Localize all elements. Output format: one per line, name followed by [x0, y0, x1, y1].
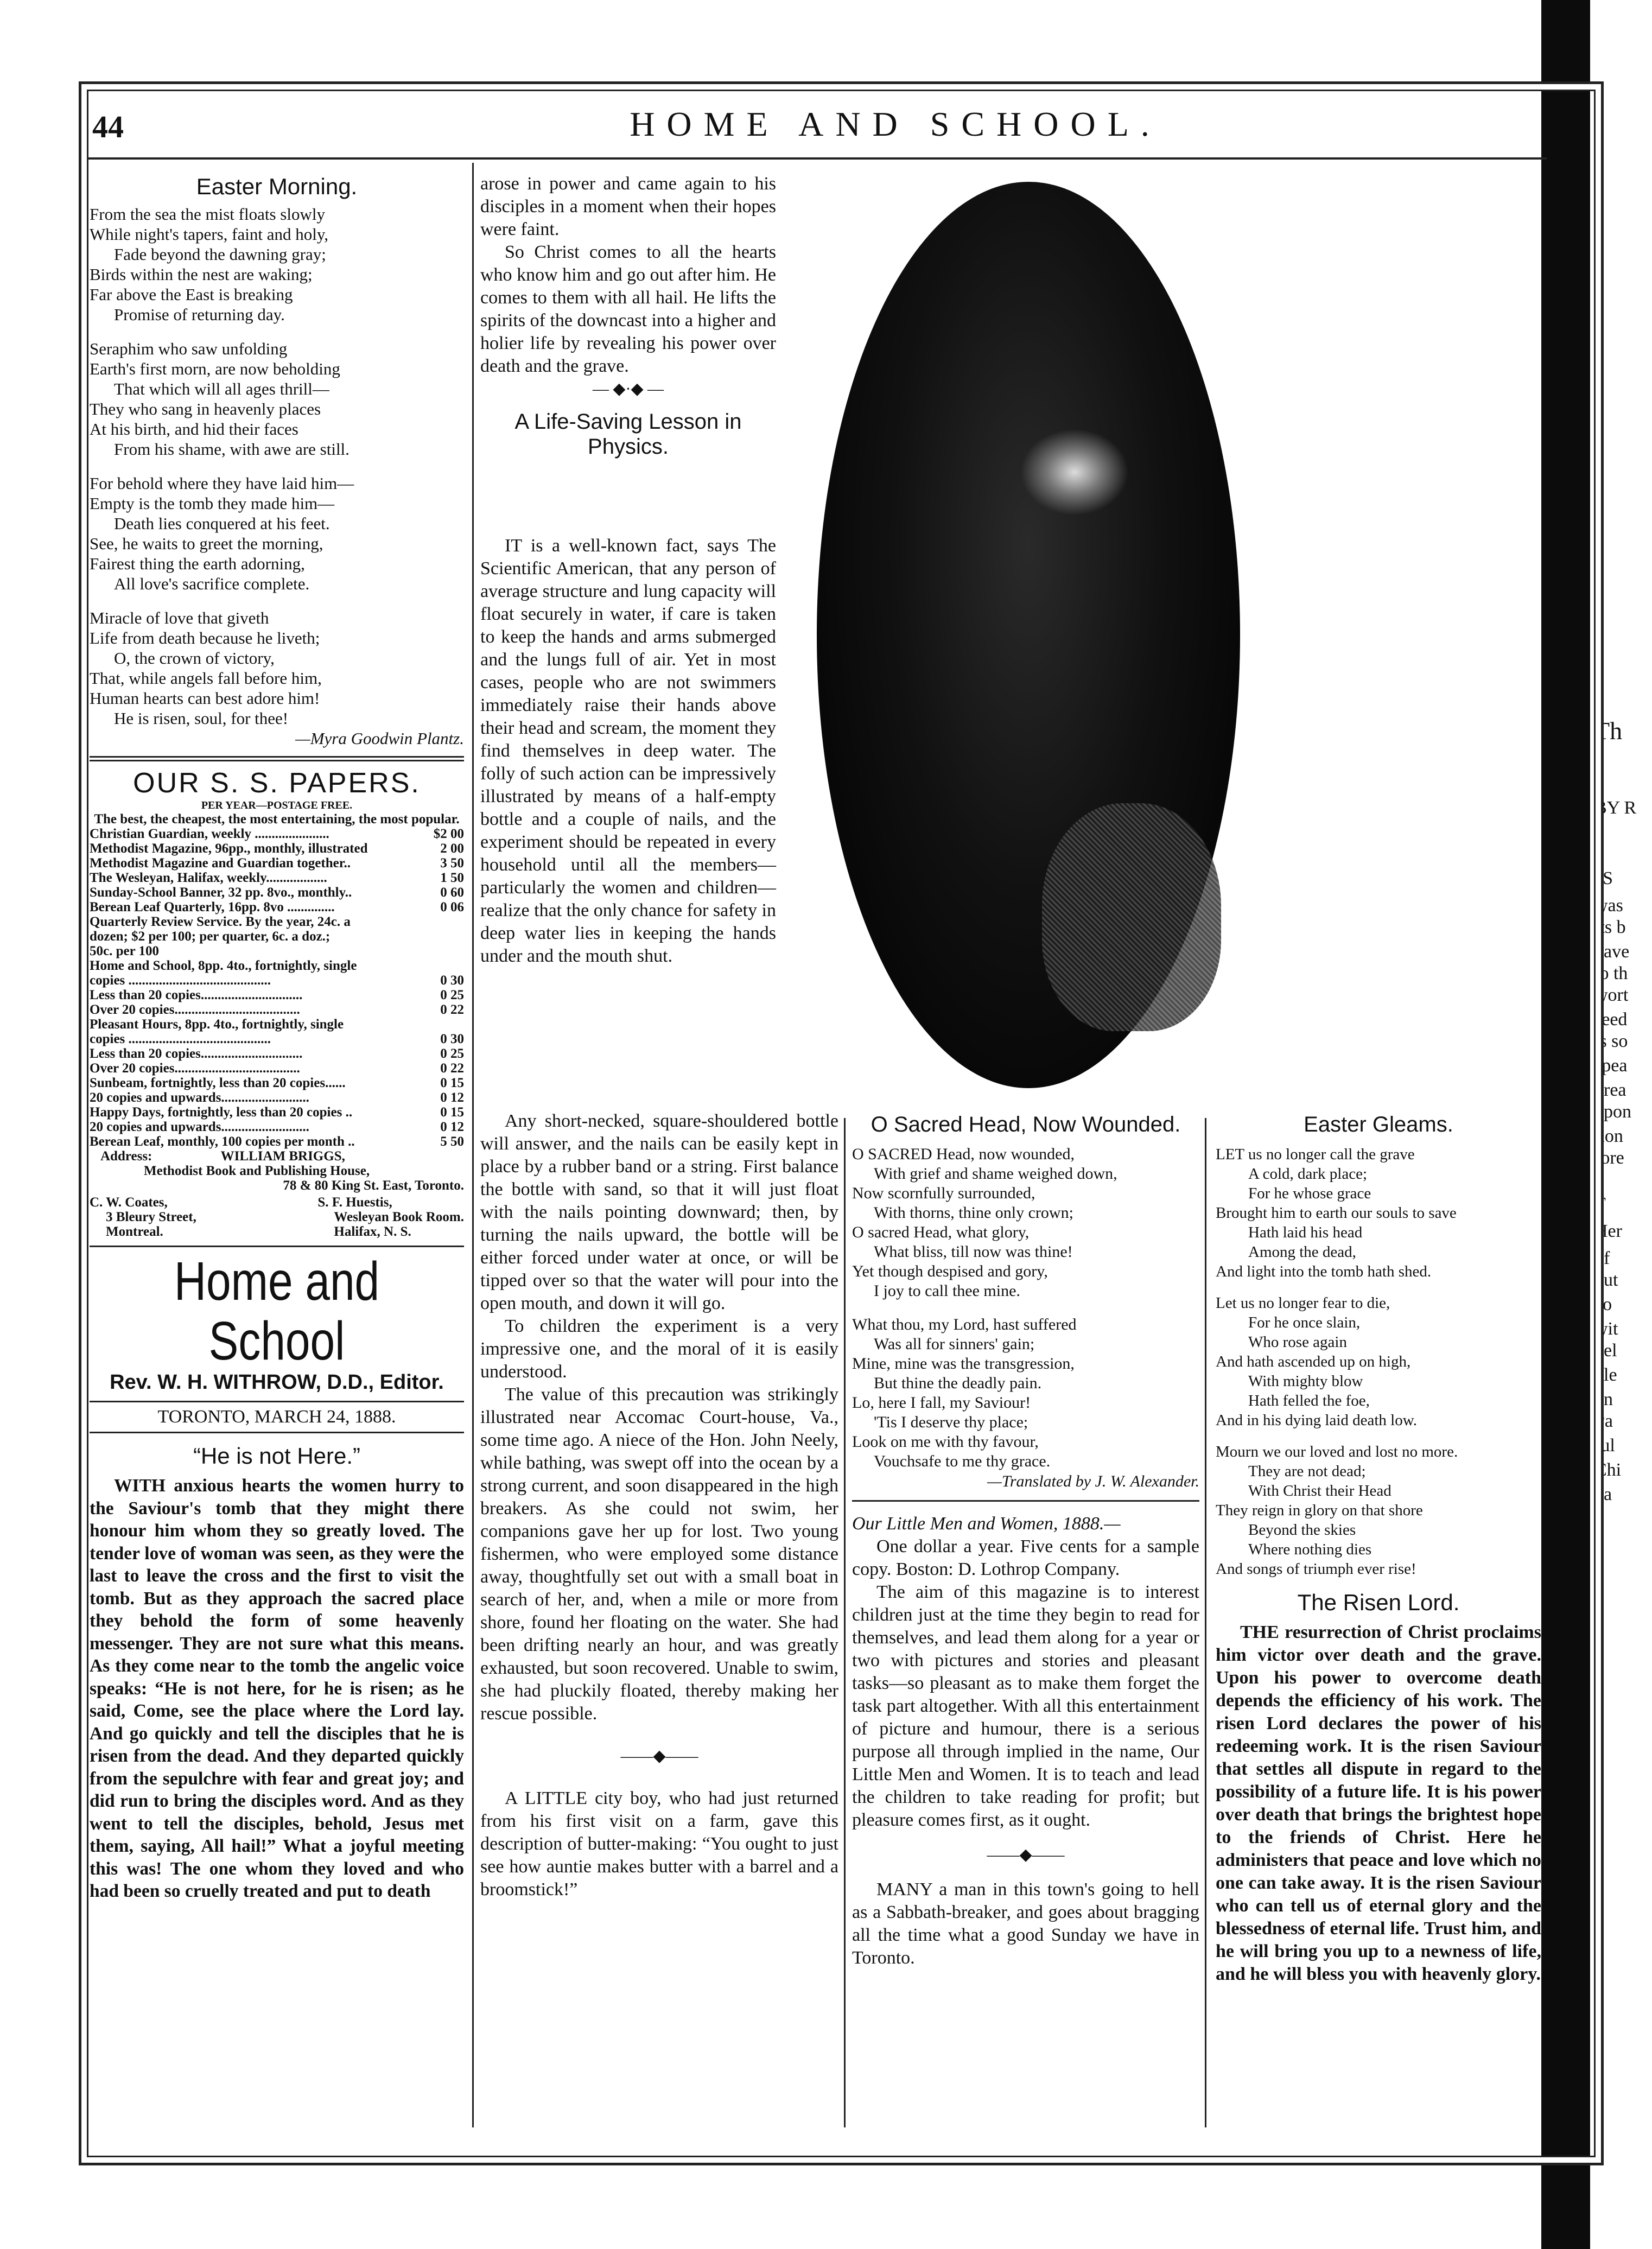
poem-line: All love's sacrifice complete.	[114, 574, 310, 593]
paper-price-row	[90, 856, 464, 871]
dateline: TORONTO, MARCH 24, 1888.	[157, 1407, 396, 1427]
stanza-break	[90, 459, 464, 473]
paper-price-row	[90, 1105, 464, 1120]
poem-line: Fairest thing the earth adorning,	[90, 554, 305, 573]
risen-title: The Risen Lord.	[1297, 1590, 1460, 1615]
fragment-text: ble	[1594, 1365, 1617, 1385]
poem-line: Hath felled the foe,	[1248, 1392, 1370, 1409]
paper-price: 0 30	[440, 1032, 464, 1046]
paper-price: 1 50	[440, 871, 464, 885]
address-house: Methodist Book and Publishing House,	[144, 1164, 370, 1178]
paper-price-row	[90, 1090, 464, 1105]
poem-line: O, the crown of victory,	[114, 649, 275, 668]
poem-line: LET us no longer call the grave	[1216, 1146, 1415, 1163]
paper-price: 0 25	[440, 988, 464, 1002]
paper-price-row	[90, 1017, 464, 1032]
paragraph: So Christ comes to all the hearts who know him and go out after him. He comes to them with all hail. He lifts the spirits of the downcast into a higher and holier life by revealing his power over death and the grave.	[480, 242, 776, 376]
agent-line: 3 Bleury Street,	[106, 1210, 196, 1224]
poem-line: For he once slain,	[1248, 1314, 1361, 1331]
fragment-text: its b	[1594, 917, 1626, 937]
paper-name: Methodist Magazine, 96pp., monthly, illustrated	[90, 841, 368, 856]
lesson-title: A Life-Saving Lesson in Physics.	[514, 410, 742, 459]
paper-price: 0 06	[440, 900, 464, 914]
fragment-text: BY R	[1594, 798, 1637, 818]
fragment-text: upon	[1594, 1102, 1631, 1122]
poem-line: Let us no longer fear to die,	[1216, 1294, 1390, 1312]
article-title: “He is not Here.”	[193, 1443, 361, 1469]
poem-line: O sacred Head, what glory,	[852, 1223, 1030, 1241]
address-name: WILLIAM BRIGGS,	[220, 1149, 345, 1164]
masthead: Home and School	[174, 1251, 380, 1371]
poem-line: Seraphim who saw unfolding	[90, 339, 288, 358]
poem-line: With Christ their Head	[1248, 1482, 1392, 1500]
poem-line: Mourn we our loved and lost no more.	[1216, 1443, 1458, 1460]
poem-line: Who rose again	[1248, 1333, 1347, 1351]
easter-morning-poem	[90, 204, 464, 728]
poem-line: Earth's first morn, are now beholding	[90, 359, 340, 378]
continued-text: arose in power and came again to his disciples in a moment when their hopes were faint.	[480, 174, 776, 239]
column-rule	[844, 1118, 846, 2127]
poem-line: Far above the East is breaking	[90, 285, 293, 304]
poem-line: O SACRED Head, now wounded,	[852, 1145, 1075, 1163]
paper-price-row	[90, 988, 464, 1002]
lesson-paragraph: The value of this precaution was strikingly illustrated near Accomac Court-house, Va., some time ago. A niece of the Hon. John Neely, while bathing, was swept off into the ocean by a strong current, and soon disappeared in the high breakers. As she could not swim, her companions gave her up for lost. Two young fishermen, who were employed some distance away, thoughtfully set out with a small boat in search of her, and, when a mile or more from shore, found her floating on the water. She had been drifting nearly an hour, and was greatly exhausted, but soon recovered. Unable to swim, she had pluckily floated, thereby making her rescue possible.	[480, 1384, 838, 1724]
lesson-paragraph: IT is a well-known fact, says The Scientific American, that any person of average structure and lung capacity will float securely in water, if care is taken to keep the hands and arms submerged and the lungs full of air. Yet in most cases, people who are not swimmers immediately raise their hands above their head and scream, the moment they find themselves in deep water. The folly of such action can be impressively illustrated by means of a half-empty bottle and a couple of nails, and the experiment should be repeated in every household until all the members—particularly the women and children—realize that the only chance for safety in deep water lies in keeping the hands under and the mouth shut.	[480, 536, 776, 966]
notice-body: The aim of this magazine is to interest children just at the time they begin to read for themselves, and lead them along for a year or two with pictures and stories and pleasant tasks—so pleasant as to make them forget the task part altogether. With all this entertainment of picture and humour, there is a serious purpose all through implied in the name, Our Little Men and Women. It is to teach and lead the children to take reading for profit; but pleasure comes first, as it ought.	[852, 1582, 1199, 1830]
fragment-text: wit	[1594, 1319, 1618, 1339]
poem-line: Death lies conquered at his feet.	[114, 514, 330, 533]
poem-line: Human hearts can best adore him!	[90, 689, 320, 708]
column-4	[1216, 1113, 1541, 1986]
poem-line: That, while angels fall before him,	[90, 669, 322, 688]
poem-line: And hath ascended up on high,	[1216, 1353, 1411, 1370]
paper-name: The Wesleyan, Halifax, weekly..................	[90, 871, 327, 885]
paper-name: Over 20 copies.....................................	[90, 1061, 300, 1076]
paper-name: Pleasant Hours, 8pp. 4to., fortnightly, single	[90, 1017, 344, 1032]
fragment-text: grea	[1594, 1080, 1626, 1100]
paper-price	[431, 914, 464, 929]
paper-price-row	[90, 1134, 464, 1149]
paper-name: Methodist Magazine and Guardian together..	[90, 856, 351, 871]
poem-line: With mighty blow	[1248, 1373, 1363, 1390]
poem-line: For he whose grace	[1248, 1185, 1371, 1202]
poem-title: Easter Morning.	[196, 174, 358, 199]
fragment-text: have	[1594, 942, 1630, 962]
risen-body: THE resurrection of Christ proclaims him victor over death and the grave. Upon his power to overcome death depends the efficiency of his work. The risen Lord declares the power of his redeeming work. It is the risen Saviour that settles all dispute in regard to the possibility of a future life. It is his power over death that brings the brightest hope to the friends of Christ. Here he administers that peace and love which no one can take away. It is the risen Saviour who can tell us of eternal glory and the blessedness of eternal life. Trust him, and he will bring you up to a newness of life, and he will bless you with heavenly glory.	[1216, 1622, 1541, 1984]
address-label: Address:	[100, 1149, 153, 1164]
paper-price-row	[90, 900, 464, 914]
section-rule	[90, 1432, 464, 1433]
poem-author: —Myra Goodwin Plantz.	[295, 729, 464, 748]
paper-price-row	[90, 1120, 464, 1134]
paper-name: copies ..........................................	[90, 1032, 271, 1046]
paper-price: $2 00	[433, 827, 464, 841]
hymn-title: O Sacred Head, Now Wounded.	[871, 1113, 1181, 1136]
poem-line: For behold where they have laid him—	[90, 474, 354, 493]
fragment-text: Pa	[1594, 1411, 1613, 1431]
paper-price: 0 60	[440, 885, 464, 900]
ornament-divider: ——◆——	[987, 1846, 1065, 1864]
poem-line: Brought him to earth our souls to save	[1216, 1204, 1457, 1222]
agent-line: S. F. Huestis,	[317, 1195, 392, 1210]
lesson-paragraph: Any short-necked, square-shouldered bottle will answer, and the nails can be easily kept in place by a rubber band or a string. First balance the bottle with sand, so that it will just float with the nails pointing downward; then, by turning the nails upward, the bottle will be either forced under water at once, or will be tipped over so that the water will pour into the open mouth, and down it will go.	[480, 1111, 838, 1313]
paper-name: Sunday-School Banner, 32 pp. 8vo., monthly..	[90, 885, 352, 900]
paper-price-row	[90, 827, 464, 841]
poem-line: Fade beyond the dawning gray;	[114, 245, 326, 264]
poem-line: Promise of returning day.	[114, 305, 285, 324]
poem-line: See, he waits to greet the morning,	[90, 534, 323, 553]
column-rule	[472, 163, 474, 2127]
stanza-break	[1216, 1281, 1541, 1293]
fragment-text: to th	[1594, 963, 1628, 983]
easter-gleams-poem	[1216, 1145, 1541, 1579]
section-rule	[90, 760, 464, 761]
stanza-break	[1216, 1430, 1541, 1442]
agent-line: Montreal.	[106, 1224, 163, 1239]
agent-line: C. W. Coates,	[90, 1195, 168, 1210]
column-2-lesson	[480, 535, 776, 968]
poem-line: From the sea the mist floats slowly	[90, 205, 325, 224]
paper-name: Home and School, 8pp. 4to., fortnightly, single	[90, 958, 357, 973]
paper-price-row	[90, 914, 464, 929]
section-rule	[90, 1246, 464, 1247]
poem-line: Birds within the nest are waking;	[90, 265, 313, 284]
paper-name: Quarterly Review Service. By the year, 24c. a	[90, 914, 351, 929]
paper-price-row	[90, 958, 464, 973]
ornament-divider: ——◆——	[620, 1747, 698, 1765]
paper-price: 0 12	[440, 1090, 464, 1105]
lesson-paragraph: To children the experiment is a very impressive one, and the moral of it is easily understood.	[480, 1316, 838, 1382]
poem-line: And light into the tomb hath shed.	[1216, 1263, 1432, 1280]
paper-name: 20 copies and upwards..........................	[90, 1120, 309, 1134]
poem-line: Now scornfully surrounded,	[852, 1184, 1035, 1202]
poem-line: Lo, here I fall, my Saviour!	[852, 1394, 1031, 1412]
poem-line: Among the dead,	[1248, 1243, 1356, 1261]
fragment-text: tion	[1594, 1126, 1623, 1146]
paper-price: 0 12	[440, 1120, 464, 1134]
poem-line: 'Tis I deserve thy place;	[874, 1413, 1028, 1431]
paper-name: 20 copies and upwards..........................	[90, 1090, 309, 1105]
paper-price: 3 50	[440, 856, 464, 871]
papers-title: OUR S. S. PAPERS.	[133, 767, 421, 799]
butter-anecdote: A LITTLE city boy, who had just returned from his first visit on a farm, gave this description of butter-making: “You ought to just see how auntie makes butter with a barrel and a broomstick!”	[480, 1788, 838, 1899]
poem-line: And songs of triumph ever rise!	[1216, 1560, 1416, 1578]
poem-line: Vouchsafe to me thy grace.	[874, 1452, 1051, 1470]
paper-name: Happy Days, fortnightly, less than 20 copies ..	[90, 1105, 353, 1120]
paper-name: dozen; $2 per 100; per quarter, 6c. a doz.;	[90, 929, 331, 944]
poem-line: With thorns, thine only crown;	[874, 1204, 1073, 1222]
paper-price-row	[90, 1046, 464, 1061]
poem-line: Empty is the tomb they made him—	[90, 494, 335, 513]
section-rule	[90, 1401, 464, 1402]
fragment-text: of	[1594, 1248, 1610, 1268]
papers-intro: The best, the cheapest, the most entertaining, the most popular.	[94, 812, 460, 827]
paper-price: 0 30	[440, 973, 464, 988]
column-3	[852, 1113, 1199, 1970]
paper-price: 0 15	[440, 1076, 464, 1090]
poem-line: Where nothing dies	[1248, 1541, 1372, 1558]
poem-line: A cold, dark place;	[1248, 1165, 1368, 1183]
paper-name: 50c. per 100	[90, 944, 159, 958]
paper-name: Berean Leaf Quarterly, 16pp. 8vo ..............	[90, 900, 335, 914]
paper-price-row	[90, 1032, 464, 1046]
fragment-text: is so	[1594, 1031, 1628, 1051]
poem-line: Life from death because he liveth;	[90, 628, 320, 647]
poem-line: What thou, my Lord, hast suffered	[852, 1316, 1077, 1333]
fragment-text: Chi	[1594, 1460, 1622, 1480]
fragment-text: fore	[1594, 1148, 1624, 1168]
paper-price	[431, 929, 464, 944]
paper-price	[431, 1017, 464, 1032]
stanza-break	[852, 1301, 1199, 1315]
fragment-text: on	[1594, 1389, 1613, 1409]
agent-line: Wesleyan Book Room.	[334, 1210, 464, 1224]
column-2-lower	[480, 1110, 838, 1901]
paper-price-row	[90, 885, 464, 900]
papers-subtitle: PER YEAR—POSTAGE FREE.	[201, 799, 353, 811]
poem-line: He is risen, soul, for thee!	[114, 709, 289, 728]
paper-price-row	[90, 841, 464, 856]
poem-line: And in his dying laid death low.	[1216, 1412, 1418, 1429]
poem-line: Was all for sinners' gain;	[874, 1335, 1035, 1353]
paper-price	[431, 958, 464, 973]
ornament-divider: — ◆·◆ —	[592, 380, 664, 398]
gleams-title: Easter Gleams.	[1304, 1113, 1453, 1136]
fragment-text: ful	[1594, 1435, 1615, 1456]
fragment-text: bel	[1594, 1340, 1617, 1361]
poem-line: At his birth, and hid their faces	[90, 420, 298, 439]
poem-line: But thine the deadly pain.	[874, 1374, 1042, 1392]
stanza-break	[90, 325, 464, 339]
agents	[90, 1195, 464, 1239]
paper-price: 5 50	[440, 1134, 464, 1149]
portrait-highlight	[1020, 429, 1129, 516]
fragment-text: spea	[1594, 1056, 1628, 1076]
poem-line: They who sang in heavenly places	[90, 399, 321, 418]
paper-price-row	[90, 1002, 464, 1017]
sabbath-note: MANY a man in this town's going to hell as a Sabbath-breaker, and goes about bragging all the time what a good Sunday we have in Toronto.	[852, 1879, 1199, 1968]
agents-halifax	[317, 1195, 464, 1239]
agents-montreal	[90, 1195, 196, 1239]
portrait-robe	[1042, 803, 1221, 1031]
fragment-text: but	[1594, 1270, 1618, 1290]
poem-line: From his shame, with awe are still.	[114, 440, 350, 459]
notice-line: One dollar a year. Five cents for a sample copy. Boston: D. Lothrop Company.	[852, 1536, 1199, 1579]
paper-price-row	[90, 973, 464, 988]
column-rule	[1205, 1118, 1206, 2127]
poem-line: I joy to call thee mine.	[874, 1282, 1020, 1300]
poem-line: With grief and shame weighed down,	[874, 1165, 1117, 1183]
article-body: WITH anxious hearts the women hurry to the Saviour's tomb that they might there honour him whom they so greatly loved. The tender love of woman was seen, as they were the last to leave the cross and the first to visit the tomb. But as they approach the sacred place they behold the form of some heavenly messenger. They are not sure what this means. As they come near to the tomb the angelic voice speaks: “He is not here, for he is risen; as he said, Come, see the place where the Lord lay. And go quickly and tell the disciples that he is risen from the dead. And they departed quickly from the sepulchre with fear and great joy; and did run to bring the disciples word. And as they went to tell the disciples, behold, Jesus met them, saying, All hail!” What a joyful meeting this was! The one whom they loved and who had been so cruelly treated and put to death	[90, 1476, 464, 1901]
fragment-text: T	[1594, 1194, 1606, 1214]
poem-line: Mine, mine was the transgression,	[852, 1355, 1075, 1373]
paper-name: Over 20 copies.....................................	[90, 1002, 300, 1017]
fragment-text: co	[1594, 1294, 1612, 1314]
agent-line: Halifax, N. S.	[334, 1224, 411, 1239]
address-block	[90, 1149, 464, 1193]
paper-price-row	[90, 1061, 464, 1076]
hymn-attribution: —Translated by J. W. Alexander.	[987, 1472, 1199, 1490]
notice-title: Our Little Men and Women, 1888.—	[852, 1514, 1121, 1534]
column-2	[480, 173, 776, 465]
poem-line: Miracle of love that giveth	[90, 608, 269, 627]
poem-line: What bliss, till now was thine!	[874, 1243, 1073, 1261]
section-rule	[852, 1500, 1199, 1502]
fragment-text: “S	[1594, 868, 1613, 888]
paper-price: 0 15	[440, 1105, 464, 1120]
fragment-text: seed	[1594, 1009, 1628, 1030]
section-rule	[90, 756, 464, 758]
papers-price-list	[90, 827, 464, 1149]
column-1	[90, 174, 464, 1903]
paper-price-row	[90, 929, 464, 944]
fragment-text: was	[1594, 895, 1623, 916]
fragment-text: wort	[1594, 985, 1629, 1005]
paper-price: 0 22	[440, 1002, 464, 1017]
paper-name: Sunbeam, fortnightly, less than 20 copies......	[90, 1076, 346, 1090]
hymn-text	[852, 1145, 1199, 1471]
paper-price-row	[90, 1076, 464, 1090]
fragment-text: Her	[1594, 1221, 1622, 1241]
paper-price-row	[90, 871, 464, 885]
fragment-text: ha	[1594, 1484, 1612, 1504]
editor-line: Rev. W. H. WITHROW, D.D., Editor.	[110, 1371, 444, 1394]
paper-price: 0 25	[440, 1046, 464, 1061]
paper-name: Berean Leaf, monthly, 100 copies per month ..	[90, 1134, 355, 1149]
page-number: 44	[92, 109, 124, 144]
poem-line: Hath laid his head	[1248, 1224, 1363, 1241]
paper-price: 0 22	[440, 1061, 464, 1076]
poem-line: Look on me with thy favour,	[852, 1433, 1039, 1451]
paper-price: 2 00	[440, 841, 464, 856]
paper-price	[431, 944, 464, 958]
running-head-title: HOME AND SCHOOL.	[630, 105, 1161, 143]
header-rule	[87, 157, 1547, 160]
fragment-text: Th	[1594, 717, 1623, 745]
poem-line: That which will all ages thrill—	[114, 379, 329, 398]
stanza-break	[90, 594, 464, 608]
poem-line: They reign in glory on that shore	[1216, 1502, 1423, 1519]
paper-name: Christian Guardian, weekly ......................	[90, 827, 329, 841]
poem-line: They are not dead;	[1248, 1463, 1366, 1480]
poem-line: While night's tapers, faint and holy,	[90, 225, 329, 244]
poem-line: Yet though despised and gory,	[852, 1262, 1048, 1280]
poem-line: Beyond the skies	[1248, 1521, 1356, 1539]
address-street: 78 & 80 King St. East, Toronto.	[283, 1178, 464, 1193]
paper-name: copies ..........................................	[90, 973, 271, 988]
paper-name: Less than 20 copies..............................	[90, 1046, 303, 1061]
paper-name: Less than 20 copies..............................	[90, 988, 303, 1002]
paper-price-row	[90, 944, 464, 958]
